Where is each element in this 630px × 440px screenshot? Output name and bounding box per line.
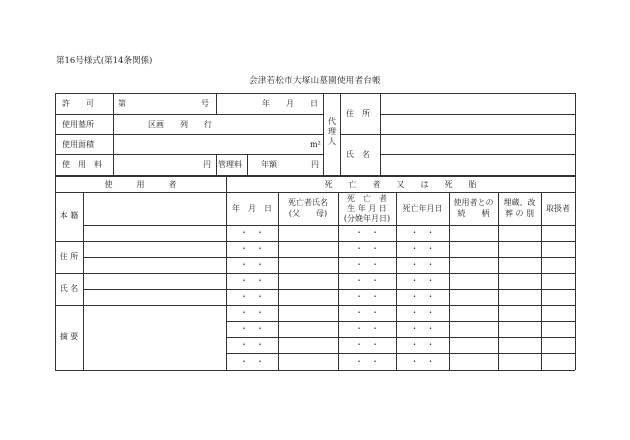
date-dots: ・ ・ <box>410 324 435 333</box>
date-dots: ・ ・ <box>355 292 379 301</box>
date-dots: ・ ・ <box>240 260 264 269</box>
date-dots: ・ ・ <box>240 308 264 317</box>
date-dots: ・ ・ <box>240 244 264 253</box>
date-dots: ・ ・ <box>355 340 379 349</box>
col-birth-header-3: (分娩年月日) <box>343 214 391 223</box>
date-dots: ・ ・ <box>240 340 264 349</box>
user-header: 使 用 者 <box>104 180 177 189</box>
plot-label: 使用墓所 <box>62 120 94 129</box>
row-label-address: 住 所 <box>59 252 79 261</box>
agent-address-label: 住 所 <box>346 109 370 118</box>
annual-unit: 円 <box>311 160 319 169</box>
agent-label: 代 理 人 <box>328 117 336 146</box>
row-label-remarks: 摘 要 <box>59 332 79 341</box>
date-dots: ・ ・ <box>240 357 264 366</box>
date-dots: ・ ・ <box>410 292 435 301</box>
permit-dai: 第 <box>118 99 126 108</box>
date-dots: ・ ・ <box>240 324 264 333</box>
date-dots: ・ ・ <box>410 357 435 366</box>
mgmt-fee-label: 管理料 <box>218 160 242 169</box>
date-dots: ・ ・ <box>410 340 435 349</box>
deceased-header: 死 亡 者 又 は 死 胎 <box>324 180 477 189</box>
date-dots: ・ ・ <box>355 308 379 317</box>
fee-label: 使 用 料 <box>62 160 102 169</box>
col-date-header: 年 月 日 <box>232 204 272 213</box>
row-label-honseki: 本 籍 <box>59 211 79 220</box>
permit-go: 号 <box>201 99 209 108</box>
col-burial-header-sub: 葬 の 別 <box>504 209 535 218</box>
date-dots: ・ ・ <box>240 228 264 237</box>
area-label: 使用面積 <box>62 140 94 149</box>
date-dots: ・ ・ <box>355 260 379 269</box>
date-dots: ・ ・ <box>355 244 379 253</box>
date-dots: ・ ・ <box>355 228 379 237</box>
agent-name-label: 氏 名 <box>346 150 370 159</box>
annual-label: 年額 <box>261 160 277 169</box>
fee-unit: 円 <box>203 160 211 169</box>
date-dots: ・ ・ <box>240 292 264 301</box>
date-dots: ・ ・ <box>355 276 379 285</box>
date-dots: ・ ・ <box>410 260 435 269</box>
date-dots: ・ ・ <box>410 244 435 253</box>
area-unit: m² <box>310 140 321 149</box>
date-dots: ・ ・ <box>410 228 435 237</box>
date-dots: ・ ・ <box>240 276 264 285</box>
date-dots: ・ ・ <box>410 276 435 285</box>
col-death-header: 死亡年月日 <box>402 204 443 213</box>
page-title: 会津若松市大塚山墓園使用者台帳 <box>248 76 381 86</box>
col-burial-header: 埋蔵、改 <box>503 198 536 207</box>
col-handler-header: 取扱者 <box>546 204 570 213</box>
col-rel-header-sub: 続 柄 <box>457 209 490 218</box>
col-name-header-sub: (父 母) <box>288 209 328 218</box>
date-dots: ・ ・ <box>355 324 379 333</box>
permit-label: 許 可 <box>62 99 94 108</box>
col-name-header: 死亡者氏名 <box>288 198 328 207</box>
row-label-name: 氏 名 <box>59 284 79 293</box>
date-dots: ・ ・ <box>410 308 435 317</box>
plot-value: 区画 列 行 <box>148 120 212 129</box>
date-dots: ・ ・ <box>355 357 379 366</box>
col-birth-header: 死 亡 者 <box>347 194 387 203</box>
col-birth-header-2: 生 年 月 日 <box>347 204 387 213</box>
permit-date: 年 月 日 <box>262 99 318 108</box>
col-rel-header: 使用者との <box>453 198 494 207</box>
form-number: 第16号様式(第14条関係) <box>56 56 153 66</box>
